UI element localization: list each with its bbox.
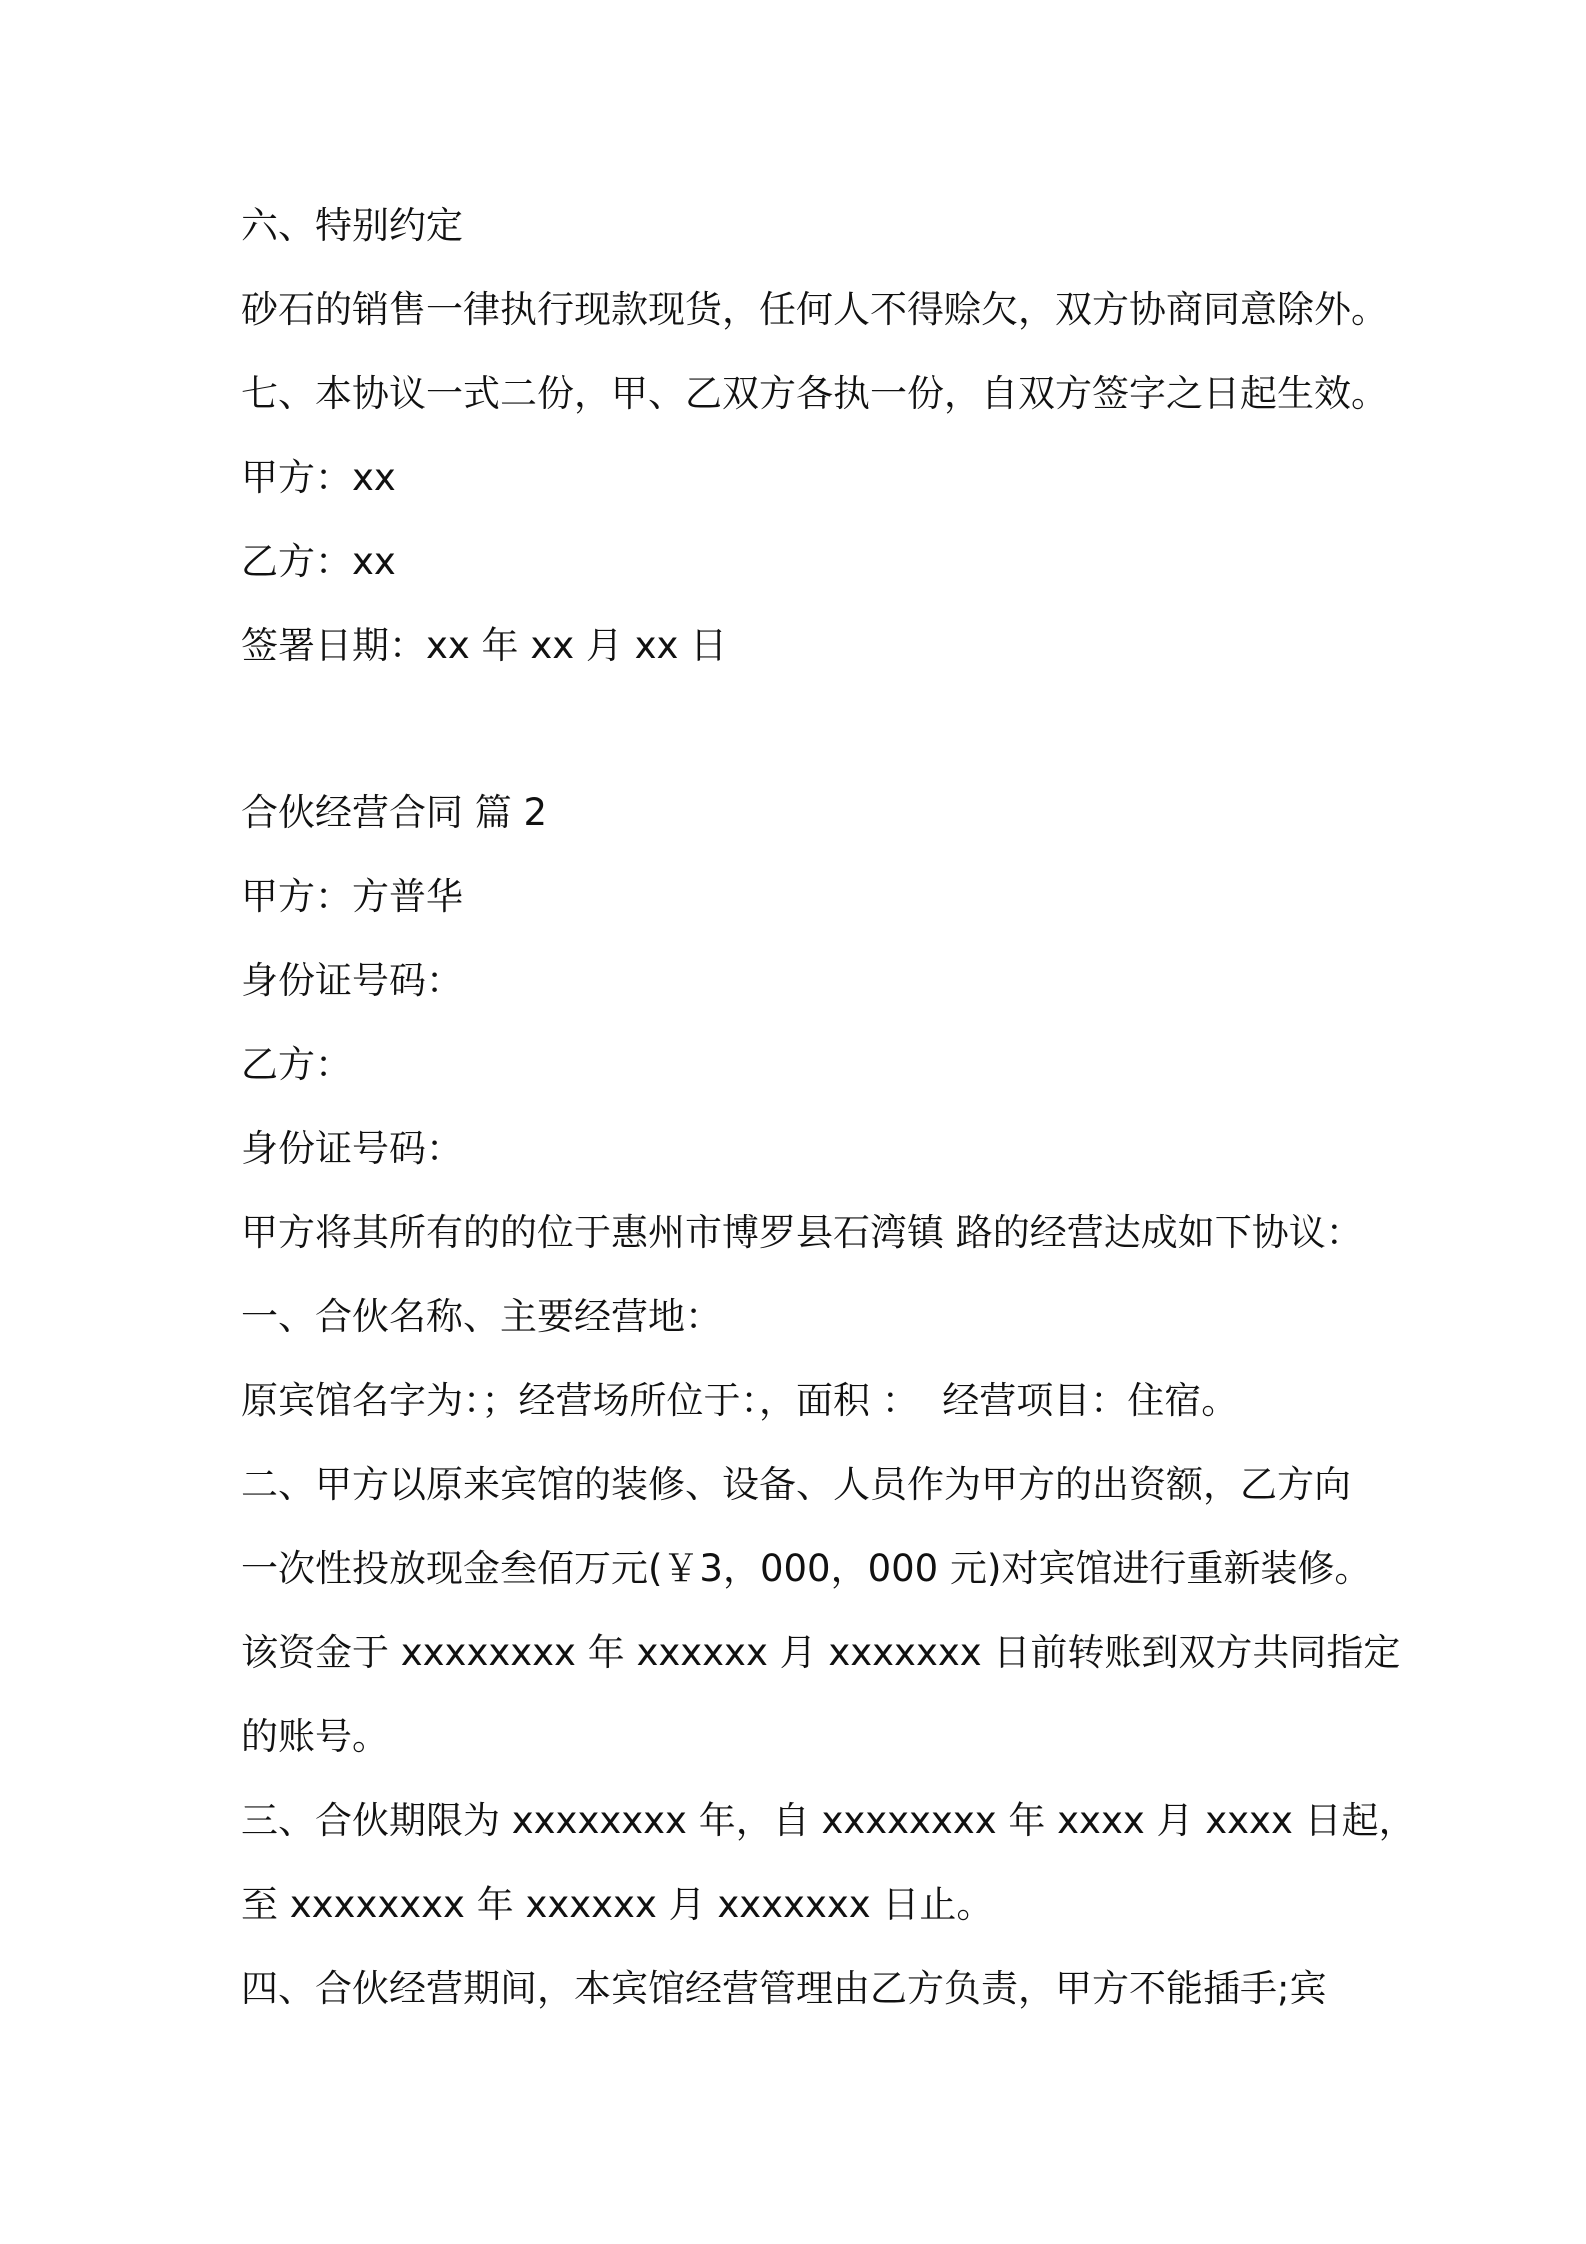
- party-b-id-number: 身份证号码：: [241, 1127, 463, 1170]
- party-a-name: 甲方：方普华: [241, 875, 463, 918]
- clause-1-details: 原宾馆名字为：；经营场所位于：，面积 ： 经营项目：住宿。: [241, 1379, 1239, 1422]
- clause-4-line-1: 四、合伙经营期间，本宾馆经营管理由乙方负责，甲方不能插手;宾: [241, 1967, 1327, 2010]
- clause-2-line-4: 的账号。: [241, 1715, 389, 1758]
- contract-title: 合伙经营合同 篇 2: [241, 791, 548, 834]
- clause-3-line-1: 三、合伙期限为 xxxxxxxx 年，自 xxxxxxxx 年 xxxx 月 xxxx 日起，: [241, 1799, 1416, 1842]
- section-heading-special-terms: 六、特别约定: [241, 204, 463, 247]
- party-a-signature: 甲方：xx: [241, 456, 396, 499]
- clause-3-line-2: 至 xxxxxxxx 年 xxxxxx 月 xxxxxxx 日止。: [241, 1883, 994, 1926]
- party-b-name: 乙方：: [241, 1043, 352, 1086]
- agreement-intro: 甲方将其所有的的位于惠州市博罗县石湾镇 路的经营达成如下协议：: [241, 1211, 1363, 1254]
- clause-2-line-3: 该资金于 xxxxxxxx 年 xxxxxx 月 xxxxxxx 日前转账到双方共同指定: [241, 1631, 1401, 1674]
- clause-2-line-2: 一次性投放现金叁佰万元(￥3，000，000 元)对宾馆进行重新装修。: [241, 1547, 1372, 1590]
- paragraph-copies-effective: 七、本协议一式二份，甲、乙双方各执一份，自双方签字之日起生效。: [241, 372, 1388, 415]
- party-a-id-number: 身份证号码：: [241, 959, 463, 1002]
- paragraph-sand-sales: 砂石的销售一律执行现款现货，任何人不得赊欠，双方协商同意除外。: [241, 288, 1388, 331]
- clause-1-heading: 一、合伙名称、主要经营地：: [241, 1295, 722, 1338]
- signing-date: 签署日期：xx 年 xx 月 xx 日: [241, 624, 728, 667]
- clause-2-line-1: 二、甲方以原来宾馆的装修、设备、人员作为甲方的出资额，乙方向: [241, 1463, 1351, 1506]
- party-b-signature: 乙方：xx: [241, 540, 396, 583]
